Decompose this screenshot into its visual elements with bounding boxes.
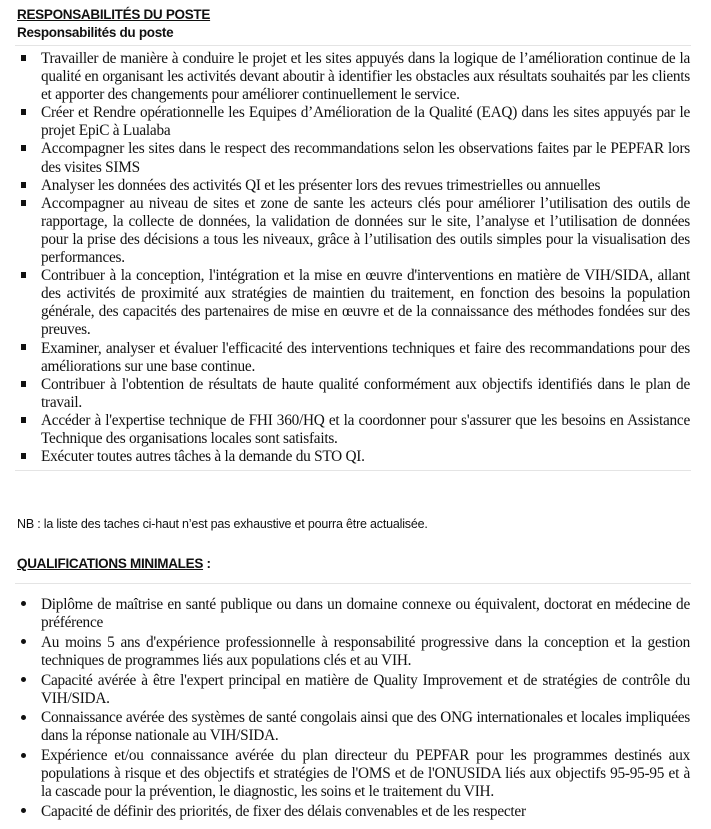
round-bullet-icon xyxy=(17,803,29,821)
list-item: Exécuter toutes autres tâches à la demande du STO QI. xyxy=(0,448,690,466)
round-bullet-icon xyxy=(17,709,29,727)
divider xyxy=(15,45,691,46)
note-text: NB : la liste des taches ci-haut n’est pas exhaustive et pourra être actualisée. xyxy=(17,517,428,531)
square-bullet-icon xyxy=(17,412,29,430)
list-item: Capacité de définir des priorités, de fixer des délais convenables et de les respecter xyxy=(0,803,690,821)
round-bullet-icon xyxy=(17,596,29,614)
responsibilities-list xyxy=(0,50,690,466)
square-bullet-icon xyxy=(17,340,29,358)
square-bullet-icon xyxy=(17,195,29,213)
square-bullet-icon xyxy=(17,267,29,285)
list-item: Expérience et/ou connaissance avérée du plan directeur du PEPFAR pour les programmes destinés aux populations à risque et des objectifs et stratégies de l'OMS et de l'ONUSIDA liés aux objectifs 95-95-95 et à la cascade pour la prévention, le diagnostic, les soins et le traitement du VIH. xyxy=(0,747,690,801)
round-bullet-icon xyxy=(17,672,29,690)
list-item: Travailler de manière à conduire le projet et les sites appuyés dans la logique de l’amélioration continue de la qualité en organisant les activités devant aboutir à identifier les obstacles aux résultats souhaités par les clients et apporter des changements pour améliorer continuellement le service. xyxy=(0,50,690,104)
list-item: Au moins 5 ans d'expérience professionnelle à responsabilité progressive dans la conception et la gestion techniques de programmes liés aux populations clés et au VIH. xyxy=(0,634,690,670)
list-item: Contribuer à la conception, l'intégration et la mise en œuvre d'interventions en matière de VIH/SIDA, allant des activités de proximité aux stratégies de maintien du traitement, en fonction des besoins la population générale, des capacités des partenaires de mise en œuvre et de la connaissance des méthodes fondées sur des preuves. xyxy=(0,267,690,339)
list-item: Contribuer à l'obtention de résultats de haute qualité conformément aux objectifs identifiés dans le plan de travail. xyxy=(0,376,690,412)
round-bullet-icon xyxy=(17,747,29,765)
qualifications-list xyxy=(0,596,690,823)
divider xyxy=(15,583,691,584)
square-bullet-icon xyxy=(17,50,29,68)
round-bullet-icon xyxy=(17,634,29,652)
section-title-qualifications: QUALIFICATIONS MINIMALES : xyxy=(17,556,211,571)
list-item: Capacité avérée à être l'expert principal en matière de Quality Improvement et de stratégies de contrôle du VIH/SIDA. xyxy=(0,672,690,708)
square-bullet-icon xyxy=(17,140,29,158)
section-subtitle-responsibilities: Responsabilités du poste xyxy=(17,25,174,40)
square-bullet-icon xyxy=(17,448,29,466)
list-item: Créer et Rendre opérationnelle les Equipes d’Amélioration de la Qualité (EAQ) dans les sites appuyés par le projet EpiC à Lualaba xyxy=(0,104,690,140)
square-bullet-icon xyxy=(17,376,29,394)
list-item: Analyser les données des activités QI et les présenter lors des revues trimestrielles ou annuelles xyxy=(0,177,690,195)
section-title-responsibilities: RESPONSABILITÉS DU POSTE xyxy=(17,7,211,22)
list-item: Accompagner les sites dans le respect des recommandations selon les observations faites par le PEPFAR lors des visites SIMS xyxy=(0,140,690,176)
square-bullet-icon xyxy=(17,177,29,195)
list-item: Examiner, analyser et évaluer l'efficacité des interventions techniques et faire des recommandations pour des améliorations sur une base continue. xyxy=(0,340,690,376)
list-item: Accéder à l'expertise technique de FHI 360/HQ et la coordonner pour s'assurer que les besoins en Assistance Technique des organisations locales sont satisfaits. xyxy=(0,412,690,448)
square-bullet-icon xyxy=(17,104,29,122)
list-item: Connaissance avérée des systèmes de santé congolais ainsi que des ONG internationales et locales impliquées dans la réponse nationale au VIH/SIDA. xyxy=(0,709,690,745)
divider xyxy=(15,470,691,471)
list-item: Diplôme de maîtrise en santé publique ou dans un domaine connexe ou équivalent, doctorat en médecine de préférence xyxy=(0,596,690,632)
list-item: Accompagner au niveau de sites et zone de sante les acteurs clés pour améliorer l’utilisation des outils de rapportage, la collecte de données, la validation de données sur le site, l’analyse et l’utilisation de données pour la prise des décisions a tous les niveaux, grâce à l’utilisation des outils simples pour la visualisation des performances. xyxy=(0,195,690,267)
